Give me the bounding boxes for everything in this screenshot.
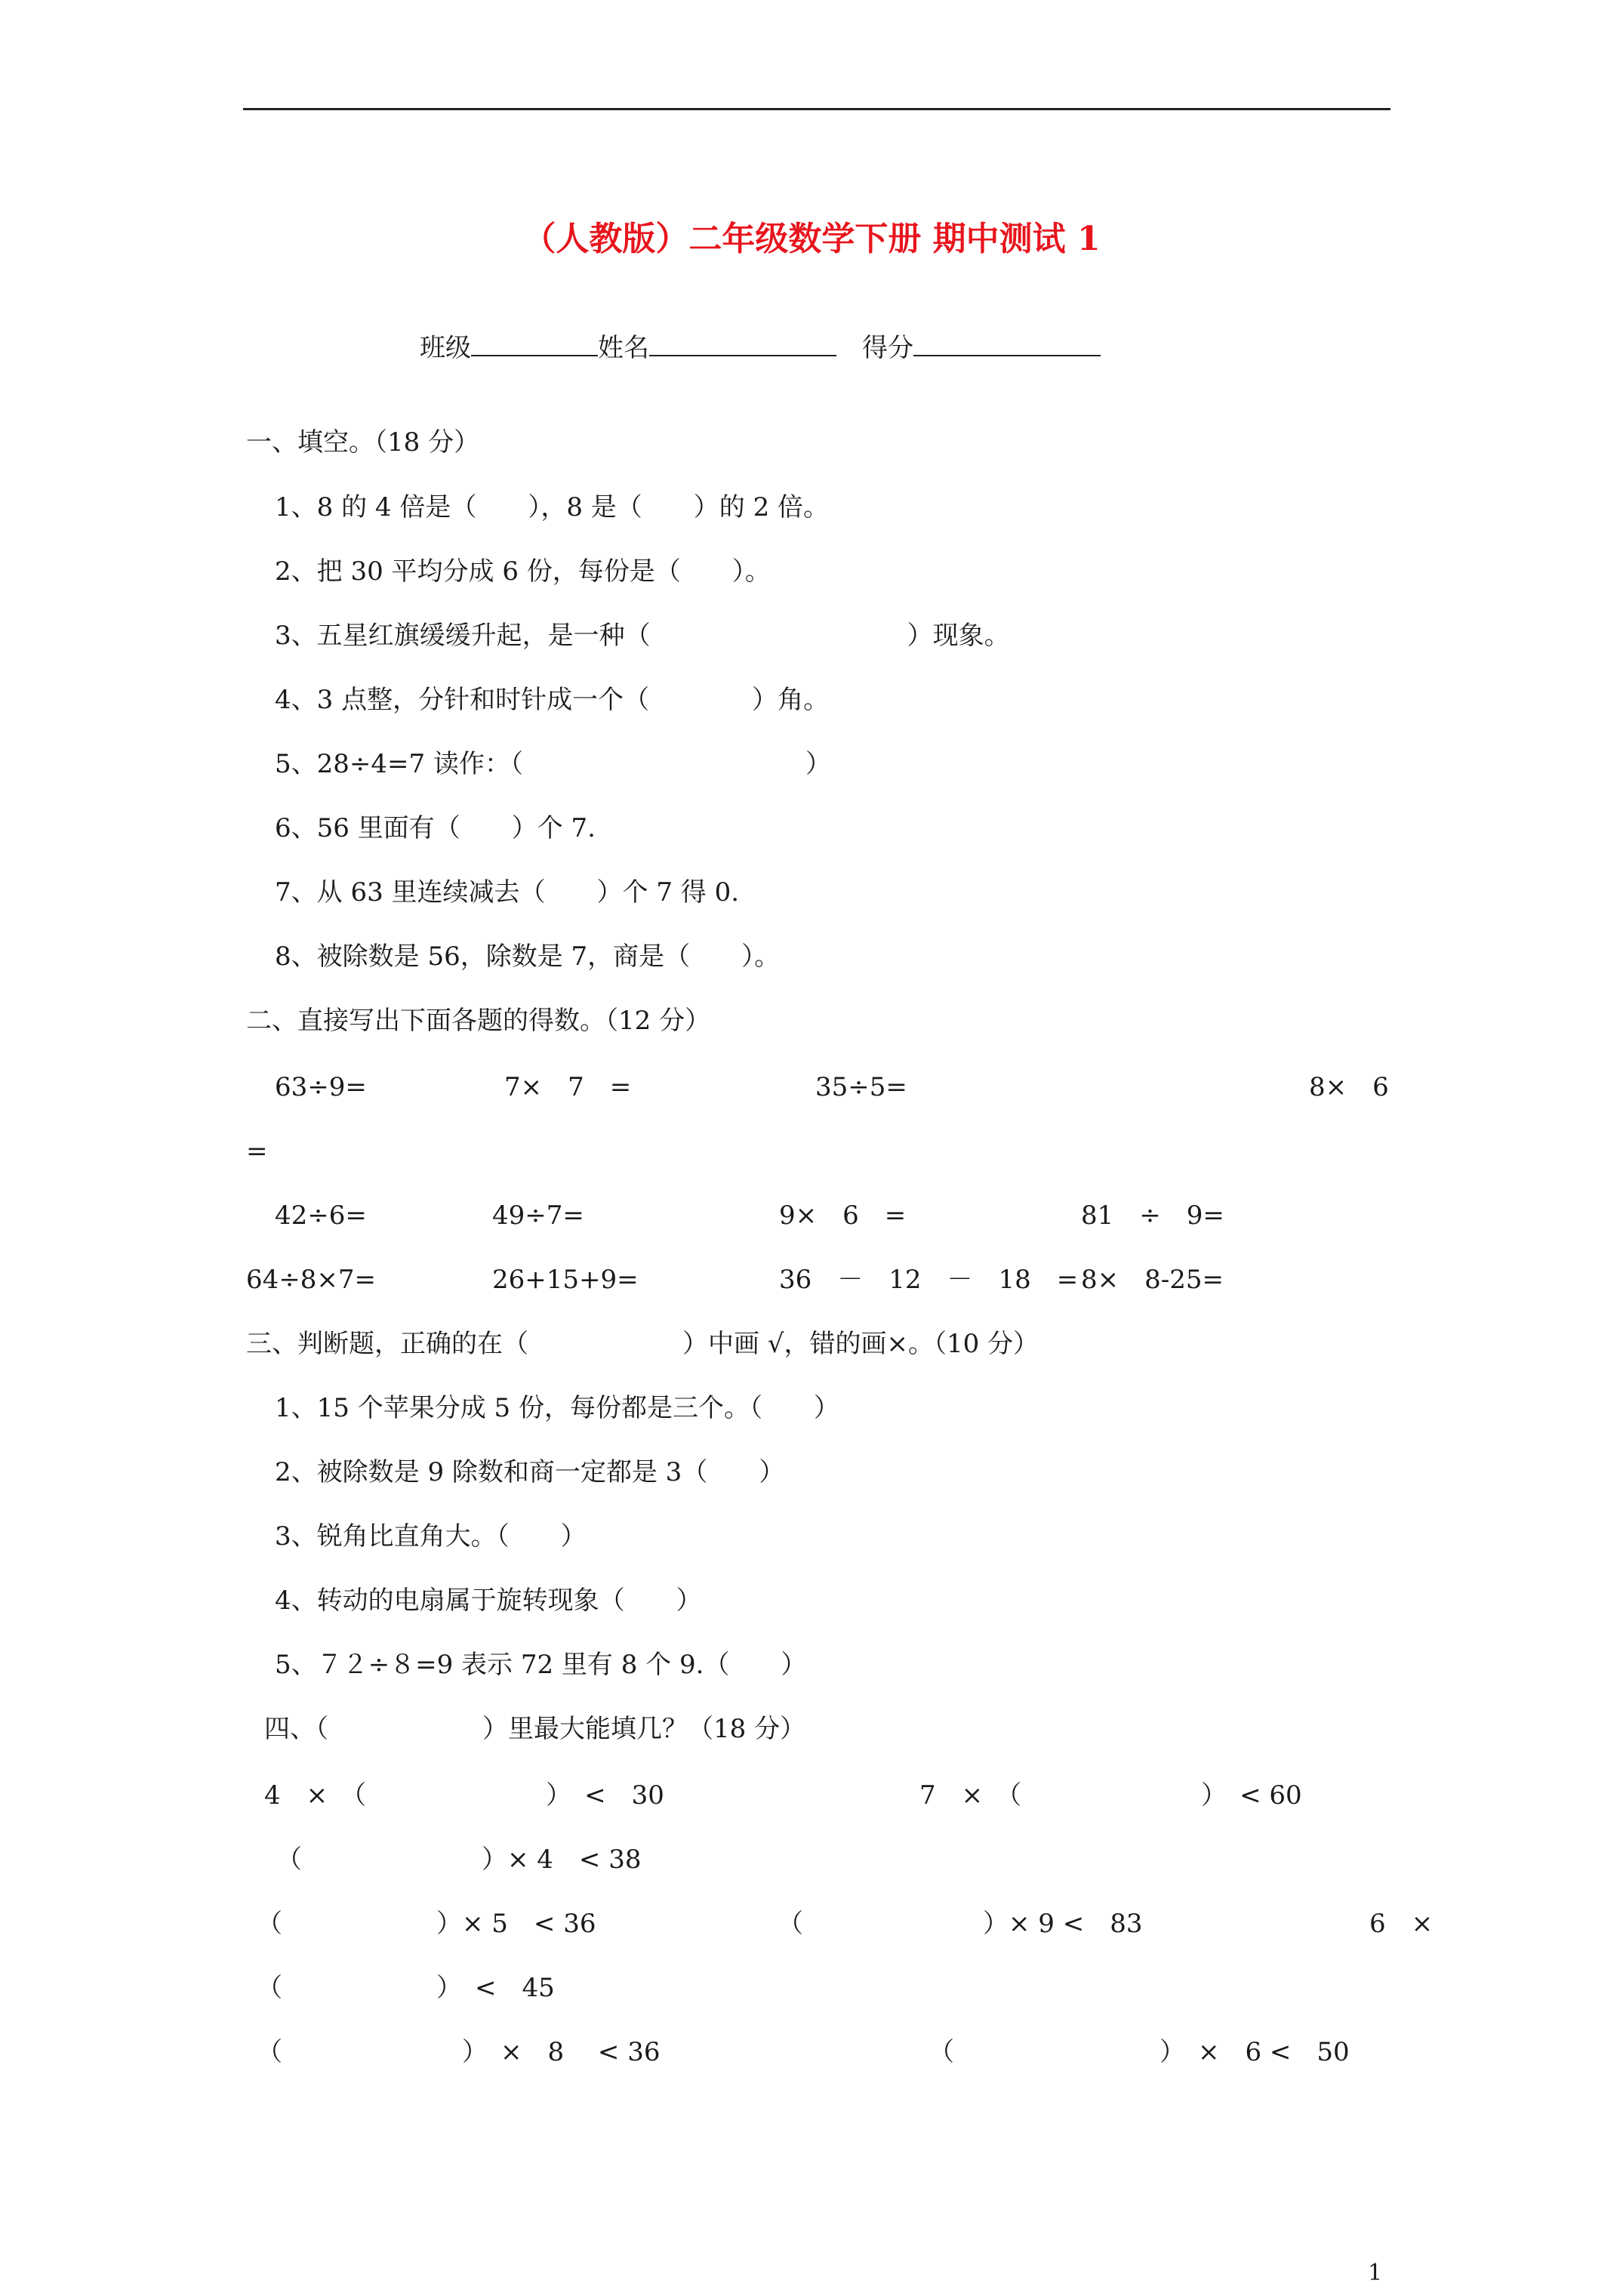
top-rule xyxy=(243,108,1390,110)
calc-item: 81 ÷ 9= xyxy=(1081,1200,1224,1231)
question-item: 3、五星红旗缓缓升起，是一种（ ）现象。 xyxy=(275,621,1010,651)
question-item: 4、3 点整，分针和时针成一个（ ）角。 xyxy=(275,685,830,715)
calc-item: = xyxy=(246,1136,268,1166)
calc-item: 35÷5= xyxy=(815,1072,907,1102)
question-item: 1、8 的 4 倍是（ ），8 是（ ）的 2 倍。 xyxy=(275,492,830,522)
question-item: 5、28÷4=7 读作：（ ） xyxy=(275,749,831,779)
judge-item: 2、被除数是 9 除数和商一定都是 3（ ） xyxy=(275,1457,785,1487)
student-info-line xyxy=(420,332,1101,363)
calc-item: 9× 6 = xyxy=(779,1200,907,1231)
calc-item: 36 － 12 － 18 = xyxy=(779,1265,1079,1295)
section-2-heading: 二、直接写出下面各题的得数。（12 分） xyxy=(246,1006,711,1036)
calc-item: 49÷7= xyxy=(492,1200,584,1231)
calc-item: 64÷8×7= xyxy=(246,1265,376,1295)
question-item: 6、56 里面有（ ）个 7. xyxy=(275,813,596,843)
judge-item: 1、15 个苹果分成 5 份，每份都是三个。（ ） xyxy=(275,1393,839,1423)
page-title: （人教版）二年级数学下册 期中测试 1 xyxy=(522,220,1101,258)
calc-item: 63÷9= xyxy=(275,1072,367,1102)
question-item: 8、被除数是 56，除数是 7，商是（ ）。 xyxy=(275,942,781,972)
question-item: 2、把 30 平均分成 6 份，每份是（ ）。 xyxy=(275,556,771,587)
calc-item: 26+15+9= xyxy=(492,1265,639,1295)
section-1-heading: 一、填空。（18 分） xyxy=(246,427,480,458)
judge-item: 5、７２÷８=9 表示 72 里有 8 个 9.（ ） xyxy=(275,1650,807,1680)
fill-item: （ ） × 8 < 36 xyxy=(257,2037,661,2067)
section-4-heading: 四、（ ）里最大能填几？（18 分） xyxy=(264,1714,806,1744)
judge-item: 3、锐角比直角大。（ ） xyxy=(275,1521,587,1552)
name-blank[interactable] xyxy=(649,332,836,356)
fill-item: （ ）× 9 < 83 xyxy=(778,1909,1143,1939)
fill-item: （ ）× 5 < 36 xyxy=(257,1909,596,1939)
page-number: 1 xyxy=(1368,2260,1383,2286)
class-label: 班级 xyxy=(420,333,471,363)
score-label: 得分 xyxy=(862,333,913,363)
fill-item: 4 × （ ） < 30 xyxy=(264,1780,664,1811)
fill-item: （ ） × 6 < 50 xyxy=(929,2037,1350,2067)
fill-item: （ ）× 4 < 38 xyxy=(276,1845,642,1875)
calc-item: 8× 8-25= xyxy=(1081,1265,1224,1295)
calc-item: 7× 7 = xyxy=(504,1072,632,1102)
score-blank[interactable] xyxy=(913,332,1101,356)
fill-item: （ ） < 45 xyxy=(257,1973,555,2003)
section-3-heading: 三、判断题，正确的在（ ）中画 √，错的画×。（10 分） xyxy=(246,1329,1039,1359)
class-blank[interactable] xyxy=(471,332,598,356)
calc-item: 8× 6 xyxy=(1309,1072,1389,1102)
name-label: 姓名 xyxy=(598,333,649,363)
fill-item: 6 × xyxy=(1369,1909,1434,1939)
fill-item: 7 × （ ） < 60 xyxy=(919,1780,1302,1811)
judge-item: 4、转动的电扇属于旋转现象（ ） xyxy=(275,1586,702,1616)
calc-item: 42÷6= xyxy=(275,1200,367,1231)
question-item: 7、从 63 里连续减去（ ）个 7 得 0. xyxy=(275,877,740,908)
